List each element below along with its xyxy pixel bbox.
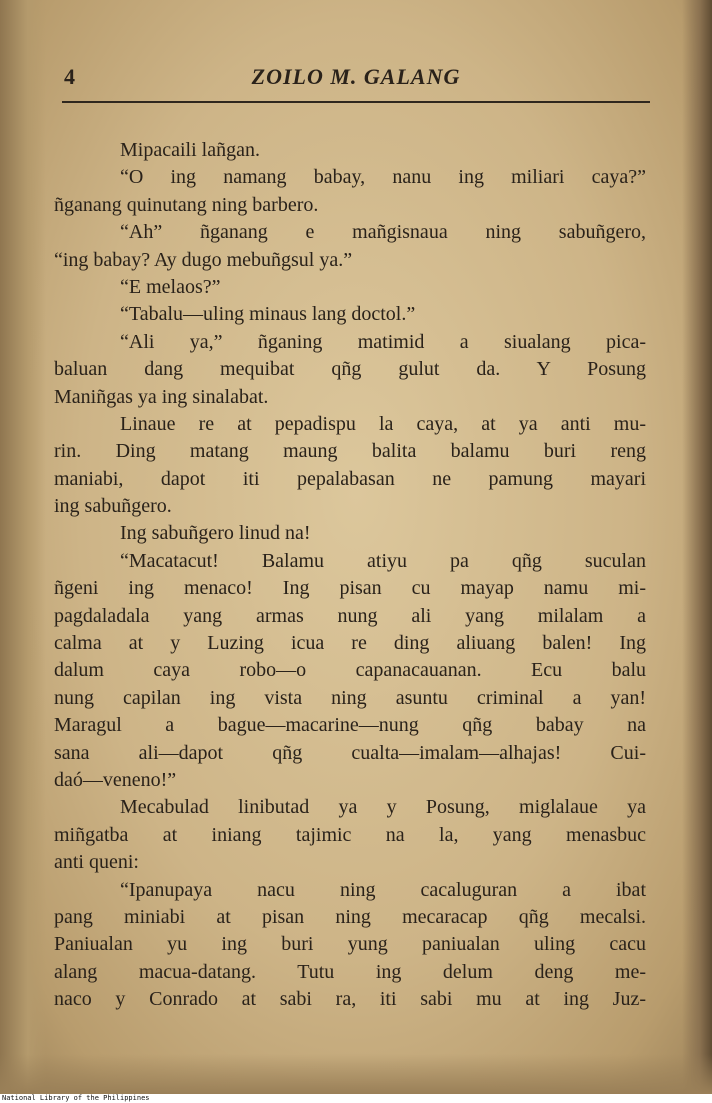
- text-line: ing sabuñgero.: [54, 495, 172, 518]
- text-line: daó—veneno!”: [54, 768, 177, 791]
- text-line: calma at y Luzing icua re ding aliuang balen! Ing: [54, 632, 646, 655]
- page-edge-shadow-right: [682, 0, 712, 1094]
- text-line: anti queni:: [54, 851, 139, 874]
- scan-credit: National Library of the Philippines: [0, 1094, 712, 1103]
- text-line: “O ing namang babay, nanu ing miliari caya?”: [120, 166, 646, 189]
- text-line: dalum caya robo—o capanacauanan. Ecu balu: [54, 659, 646, 682]
- running-head: ZOILO M. GALANG: [251, 64, 461, 89]
- text-line: nung capilan ing vista ning asuntu criminal a yan!: [54, 686, 646, 709]
- text-line: pang miniabi at pisan ning mecaracap qñg mecalsi.: [54, 905, 646, 928]
- text-line: “Ipanupaya nacu ning cacaluguran a ibat: [120, 878, 646, 901]
- text-line: “ing babay? Ay dugo mebuñgsul ya.”: [54, 248, 353, 271]
- text-line: “Ah” ñganang e mañgisnaua ning sabuñgero,: [120, 221, 646, 244]
- page-edge-shadow-bottom: [0, 1054, 712, 1094]
- body-text: [54, 137, 646, 1014]
- text-line: Ing sabuñgero linud na!: [120, 522, 311, 545]
- text-line: Mipacaili lañgan.: [120, 139, 260, 161]
- page-number: 4: [64, 64, 75, 89]
- text-line: ñgeni ing menaco! Ing pisan cu mayap namu mi-: [54, 577, 646, 600]
- text-line: Paniualan yu ing buri yung paniualan uling cacu: [54, 933, 646, 956]
- text-line: naco y Conrado at sabi ra, iti sabi mu at ing Juz-: [54, 988, 646, 1011]
- text-line: “E melaos?”: [120, 275, 221, 298]
- text-line: “Ali ya,” ñganing matimid a siualang pica-: [120, 330, 646, 353]
- text-line: ñganang quinutang ning barbero.: [54, 193, 319, 216]
- page-header: [62, 64, 650, 98]
- page-edge-shadow-left: [0, 0, 46, 1094]
- text-line: miñgatba at iniang tajimic na la, yang menasbuc: [54, 823, 646, 846]
- text-line: alang macua-datang. Tutu ing delum deng me-: [54, 960, 646, 983]
- text-line: Mecabulad linibutad ya y Posung, miglalaue ya: [120, 796, 646, 819]
- text-line: Linaue re at pepadispu la caya, at ya anti mu-: [120, 412, 646, 435]
- text-line: pagdaladala yang armas nung ali yang milalam a: [54, 604, 646, 627]
- text-line: maniabi, dapot iti pepalabasan ne pamung mayari: [54, 467, 646, 490]
- text-line: Maragul a bague—macarine—nung qñg babay na: [54, 714, 646, 737]
- text-line: sana ali—dapot qñg cualta—imalam—alhajas! Cui-: [54, 741, 646, 764]
- text-line: baluan dang mequibat qñg gulut da. Y Posung: [54, 358, 646, 381]
- text-line: “Macatacut! Balamu atiyu pa qñg suculan: [120, 549, 646, 572]
- header-rule: [62, 101, 650, 103]
- text-line: Maniñgas ya ing sinalabat.: [54, 385, 269, 408]
- text-line: “Tabalu—uling minaus lang doctol.”: [120, 303, 416, 326]
- text-line: rin. Ding matang maung balita balamu buri reng: [54, 440, 646, 463]
